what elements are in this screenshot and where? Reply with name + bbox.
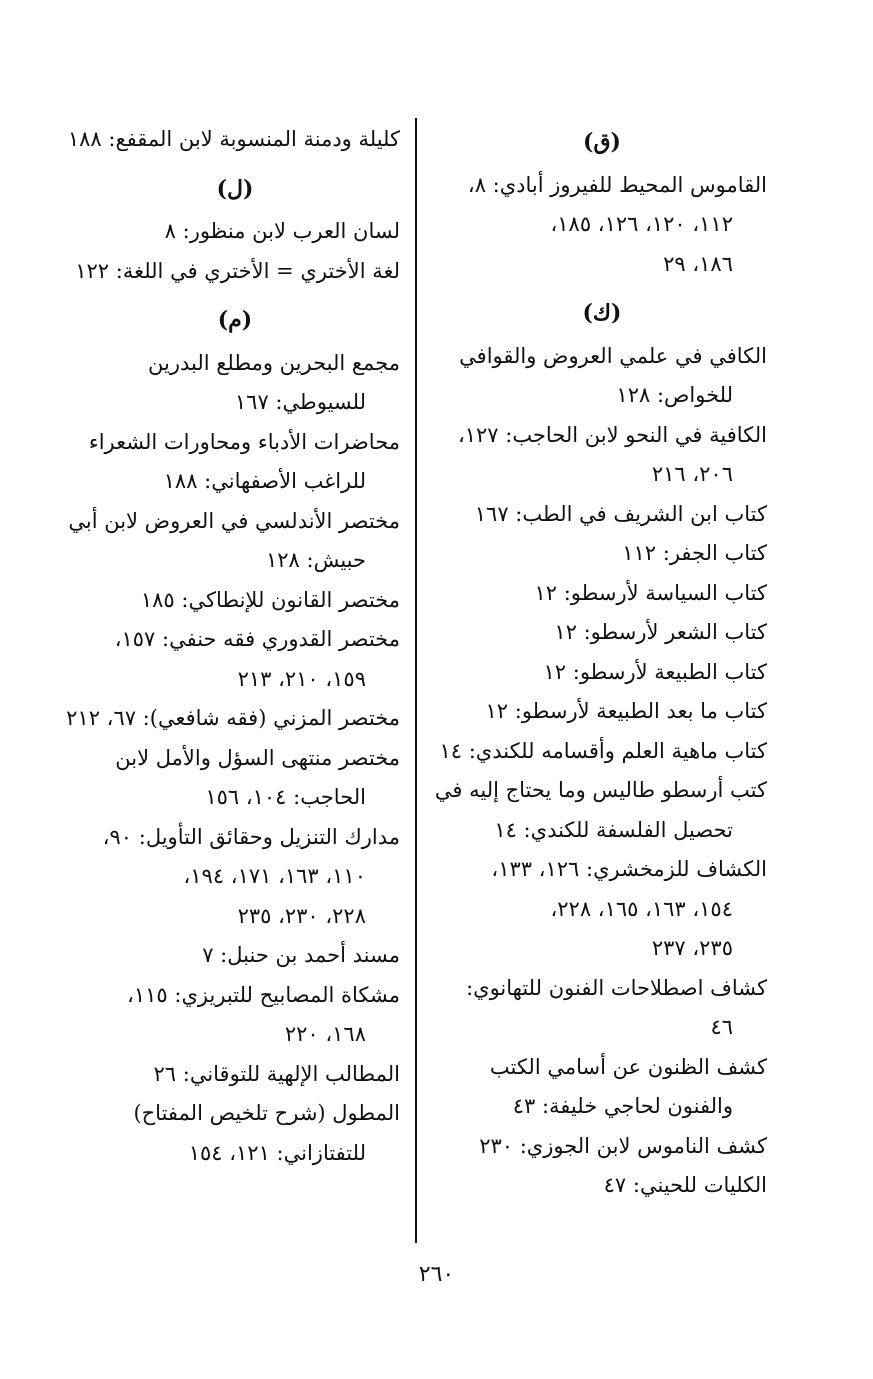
index-entry	[70, 976, 400, 1055]
entry-continuation-line: للخواص: ١٢٨	[616, 383, 733, 407]
entry-title-line: مختصر منتهى السؤل والأمل لابن	[115, 745, 400, 770]
index-entry	[437, 1127, 767, 1167]
entry-continuation-line: للتفتازاني: ١٢١، ١٥٤	[188, 1140, 366, 1165]
entry-continuation-line: ٢٣٥، ٢٣٧	[651, 936, 733, 960]
column-divider	[415, 118, 417, 1243]
entry-continuation-line: ١٦٨، ٢٢٠	[284, 1022, 366, 1046]
entry-continuation-line: للسيوطي: ١٦٧	[234, 390, 366, 414]
entry-title-line: كتاب ابن الشريف في الطب: ١٦٧	[474, 501, 767, 526]
letter-heading: (م)	[217, 307, 253, 333]
index-entry	[70, 581, 400, 621]
entry-title-line: كتاب الشعر لأرسطو: ١٢	[554, 620, 767, 644]
index-entry	[67, 120, 400, 160]
index-column-right	[434, 120, 767, 1206]
entry-continuation-line: والفنون لحاجي خليفة: ٤٣	[512, 1094, 733, 1118]
index-entry	[437, 574, 767, 614]
index-entry	[66, 699, 400, 739]
index-entry	[437, 969, 767, 1048]
entry-title-line: القاموس المحيط للفيروز أبادي: ٨،	[467, 172, 767, 197]
index-entry	[437, 337, 767, 416]
entry-title-line: الكشاف للزمخشري: ١٢٦، ١٣٣،	[491, 857, 767, 881]
index-entry	[437, 850, 767, 969]
letter-heading: (ق)	[583, 129, 621, 155]
index-entry	[70, 212, 400, 252]
entry-title-line: مدارك التنزيل وحقائق التأويل: ٩٠،	[102, 824, 400, 849]
index-column-left	[66, 120, 400, 1173]
entry-title-line: كشف الناموس لابن الجوزي: ٢٣٠	[479, 1133, 767, 1158]
entry-continuation-line: ١١٢، ١٢٠، ١٢٦، ١٨٥،	[550, 212, 733, 236]
index-entry	[70, 502, 400, 581]
entry-continuation-line: تحصيل الفلسفة للكندي: ١٤	[494, 817, 733, 842]
entry-continuation-line: ١٥٩، ٢١٠، ٢١٣	[237, 666, 366, 691]
entry-title-line: كتب أرسطو طاليس وما يحتاج إليه في	[434, 778, 767, 802]
index-entry	[70, 739, 400, 818]
entry-title-line: كتاب الطبيعة لأرسطو: ١٢	[543, 659, 767, 684]
entry-continuation-line: ١٨٦، ٢٩	[663, 251, 733, 276]
entry-title-line: مجمع البحرين ومطلع البدرين	[148, 350, 400, 375]
index-entry	[437, 1048, 767, 1127]
entry-title-line: كشف الظنون عن أسامي الكتب	[489, 1054, 767, 1079]
page-number: ٢٦٠	[418, 1262, 455, 1287]
index-entry	[437, 534, 767, 574]
entry-continuation-line: ٢٠٦، ٢١٦	[651, 462, 733, 486]
entry-title-line: مختصر الأندلسي في العروض لابن أبي	[68, 508, 400, 533]
entry-title-line: كتاب ماهية العلم وأقسامه للكندي: ١٤	[439, 738, 767, 763]
entry-continuation-line: ٢٢٨، ٢٣٠، ٢٣٥	[237, 903, 366, 928]
entry-continuation-line: للراغب الأصفهاني: ١٨٨	[163, 469, 366, 493]
entry-title-line: لسان العرب لابن منظور: ٨	[164, 219, 400, 243]
entry-title-line: مختصر القدوري فقه حنفي: ١٥٧،	[114, 627, 400, 651]
index-entry	[70, 1055, 400, 1095]
entry-title-line: كتاب السياسة لأرسطو: ١٢	[534, 580, 767, 605]
index-entry	[70, 620, 400, 699]
entry-title-line: محاضرات الأدباء ومحاورات الشعراء	[88, 429, 400, 454]
entry-continuation-line: الحاجب: ١٠٤، ١٥٦	[205, 785, 366, 809]
entry-title-line: مختصر المزني (فقه شافعي): ٦٧، ٢١٢	[66, 706, 400, 730]
entry-title-line: الكليات للحيني: ٤٧	[603, 1173, 767, 1197]
index-entry	[70, 1094, 400, 1173]
entry-title-line: كليلة ودمنة المنسوبة لابن المقفع: ١٨٨	[67, 127, 400, 151]
index-entry	[70, 423, 400, 502]
index-entry	[437, 732, 767, 772]
index-entry	[437, 166, 767, 285]
index-entry	[70, 818, 400, 937]
entry-continuation-line: ١٥٤، ١٦٣، ١٦٥، ٢٢٨،	[550, 896, 733, 921]
index-entry	[437, 1166, 767, 1206]
entry-title-line: كشاف اصطلاحات الفنون للتهانوي:	[466, 975, 767, 1000]
entry-continuation-line: ١١٠، ١٦٣، ١٧١، ١٩٤،	[183, 864, 366, 888]
entry-title-line: مختصر القانون للإنطاكي: ١٨٥	[140, 587, 400, 612]
index-entry	[70, 936, 400, 976]
index-entry	[70, 344, 400, 423]
entry-title-line: الكافي في علمي العروض والقوافي	[459, 343, 767, 368]
index-entry	[437, 653, 767, 693]
entry-title-line: الكافية في النحو لابن الحاجب: ١٢٧،	[457, 422, 767, 447]
letter-heading: (ك)	[582, 300, 622, 326]
entry-title-line: مشكاة المصابيح للتبريزي: ١١٥،	[127, 982, 400, 1007]
entry-title-line: المطول (شرح تلخيص المفتاح)	[133, 1101, 400, 1125]
index-entry	[437, 416, 767, 495]
entry-continuation-line: ٤٦	[710, 1015, 733, 1039]
entry-title-line: كتاب الجفر: ١١٢	[622, 541, 767, 565]
index-entry	[70, 252, 400, 292]
entry-title-line: المطالب الإلهية للتوقاني: ٢٦	[153, 1061, 400, 1086]
entry-title-line: لغة الأختري = الأختري في اللغة: ١٢٢	[75, 258, 400, 283]
index-entry	[437, 495, 767, 535]
index-entry	[434, 771, 767, 850]
entry-title-line: كتاب ما بعد الطبيعة لأرسطو: ١٢	[485, 699, 767, 723]
index-entry	[437, 613, 767, 653]
index-entry	[437, 692, 767, 732]
entry-title-line: مسند أحمد بن حنبل: ٧	[202, 943, 400, 967]
letter-heading: (ل)	[216, 175, 254, 202]
entry-continuation-line: حبيش: ١٢٨	[265, 548, 366, 572]
